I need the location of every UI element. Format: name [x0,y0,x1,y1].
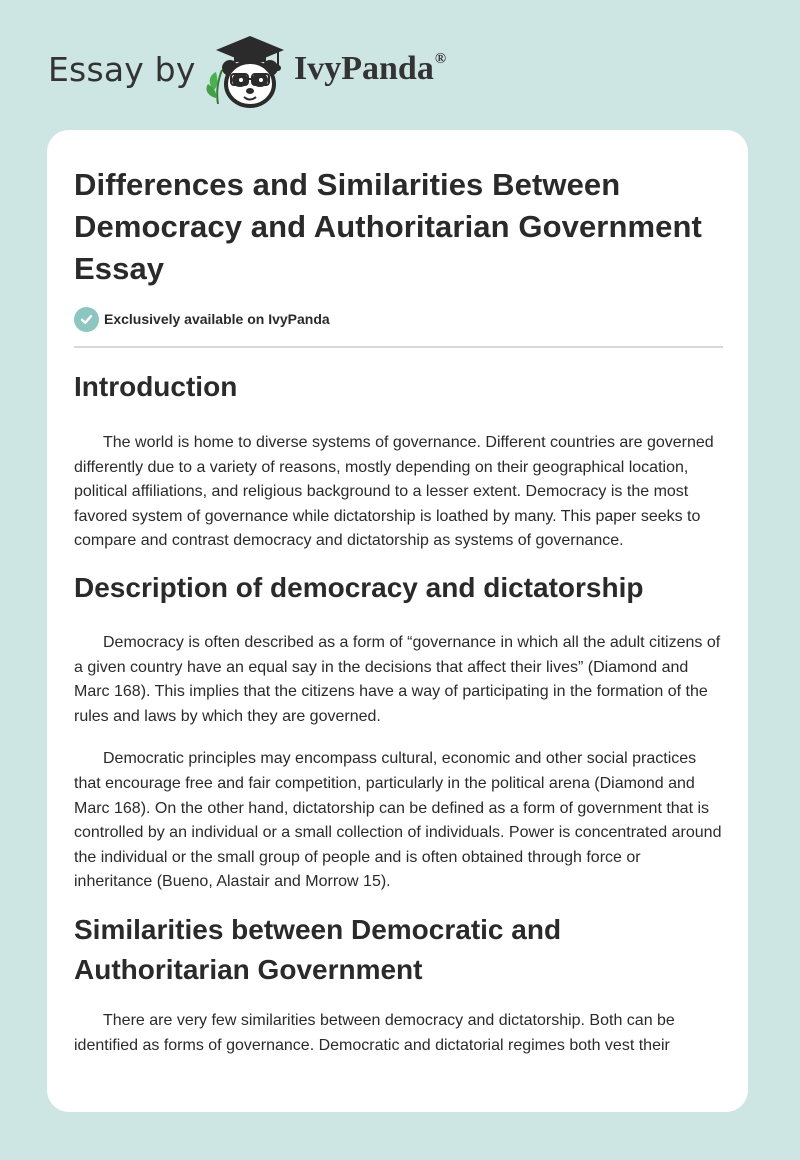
section-heading-introduction: Introduction [74,371,238,402]
paragraph-similarities-1: There are very few similarities between democracy and dictatorship. Both can be identified as forms of governance. Democratic and dictatorial regimes both vest their [74,1011,675,1054]
section-heading-similarities: Similarities between Democratic and Authoritarian Government [74,913,562,985]
panda-graduate-icon[interactable] [200,34,286,110]
exclusive-badge [74,304,723,334]
essay-title: Differences and Similarities Between Democracy and Authoritarian Government Essay [74,167,702,286]
title-divider [74,346,723,348]
essay-card [47,130,748,1112]
brand-prefix: Essay by [48,50,196,89]
section-heading-description: Description of democracy and dictatorship [74,571,644,603]
site-header [48,34,468,114]
paragraph-description-1: Democracy is often described as a form of “governance in which all the adult citizens of a given country have an equal say in the decisions that affect their lives” (Diamond and Marc 168). This implies that the citizens have a way of participating in the formation of the rules and laws by which they are governed. [74,633,721,725]
brand-name[interactable]: IvyPanda® [294,50,447,87]
exclusive-label: Exclusively available on IvyPanda [104,311,330,327]
paragraph-introduction-1: The world is home to diverse systems of governance. Different countries are governed differently due to a variety of reasons, mostly depending on their geographical location, political affiliations, and religious background to a lesser extent. Democracy is the most favored system of governance while dictatorship is loathed by many. This paper seeks to compare and contrast democracy and dictatorship as systems of governance. [74,434,714,550]
paragraph-description-2: Democratic principles may encompass cultural, economic and other social practices that encourage free and fair competition, particularly in the political arena (Diamond and Marc 168). On the other hand, dictatorship can be defined as a form of government that is controlled by an individual or a small collection of individuals. Power is concentrated around the individual or the small group of people and is often obtained through force or inheritance (Bueno, Alastair and Morrow 15). [74,750,722,891]
registered-mark: ® [434,50,447,67]
check-circle-icon [74,307,99,332]
